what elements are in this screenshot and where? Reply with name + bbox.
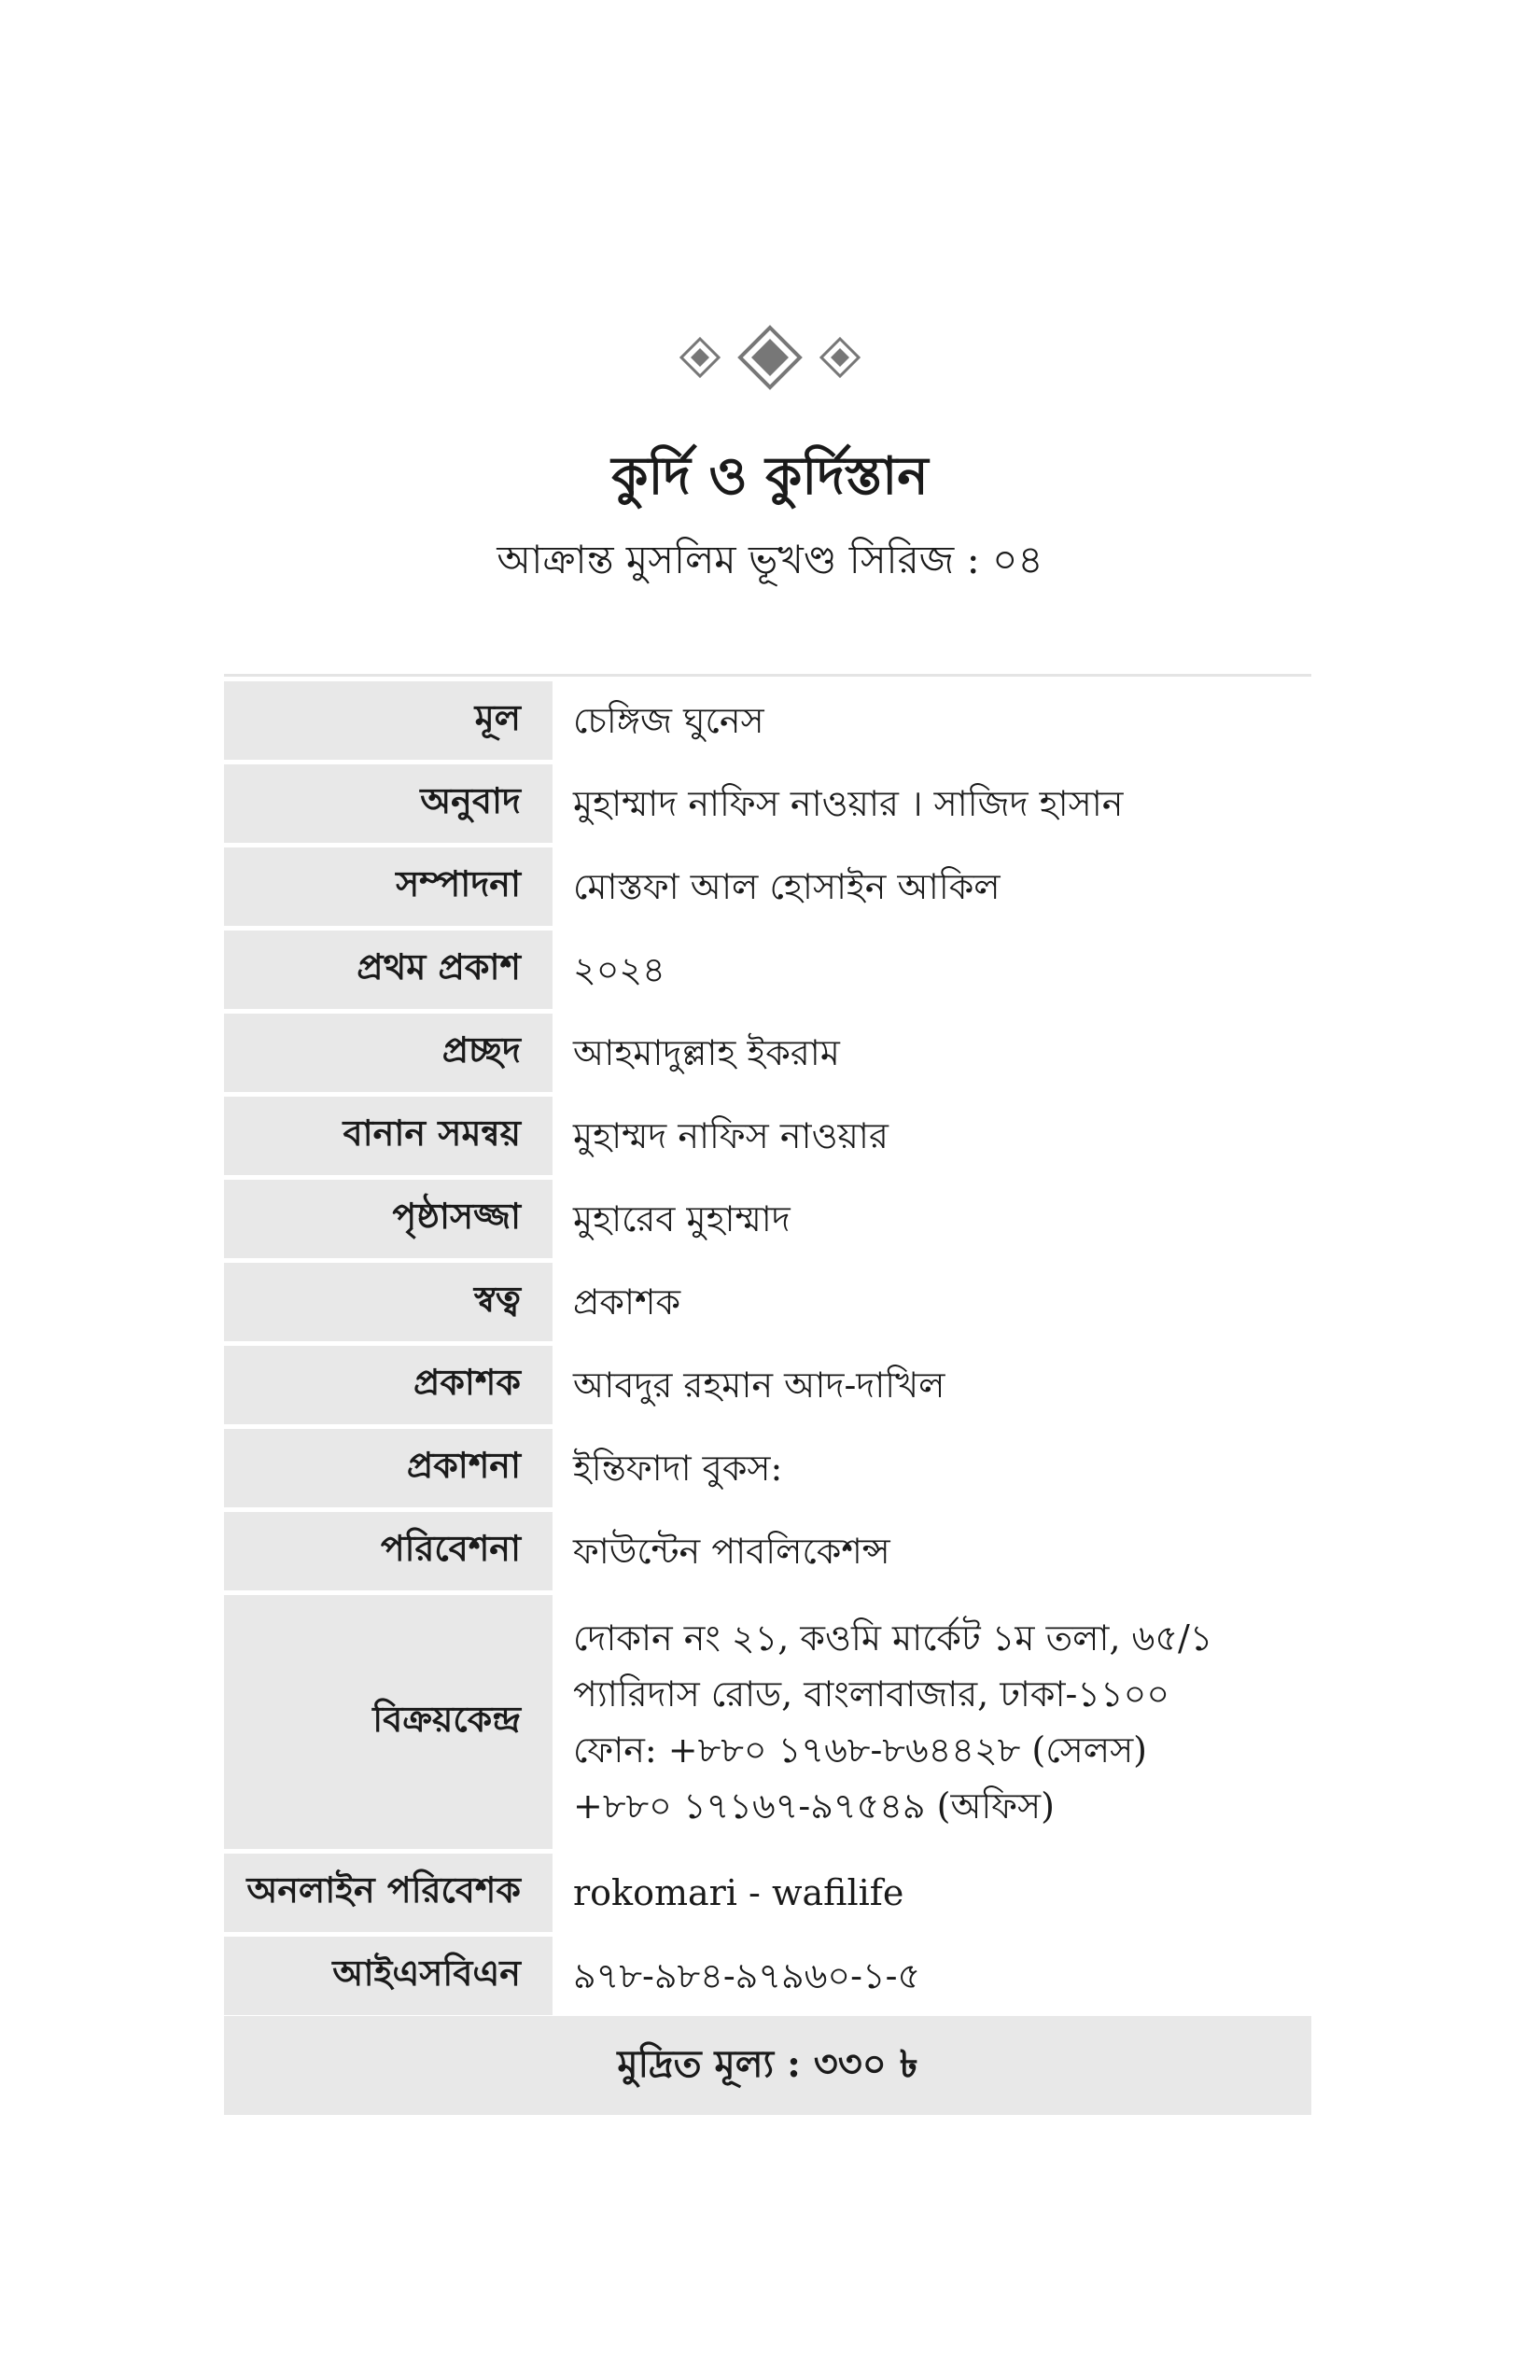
row-label: পরিবেশনা bbox=[224, 1512, 553, 1590]
table-row bbox=[224, 1512, 1311, 1590]
sales-center-address bbox=[553, 1595, 1311, 1849]
row-value: মুহাম্মাদ নাফিস নাওয়ার । সাজিদ হাসান bbox=[573, 783, 1124, 824]
table-row bbox=[224, 1429, 1311, 1507]
row-label: অনলাইন পরিবেশক bbox=[224, 1854, 553, 1932]
row-value: প্রকাশক bbox=[573, 1281, 681, 1323]
table-row bbox=[224, 1346, 1311, 1424]
row-label: প্রকাশক bbox=[224, 1346, 553, 1424]
row-value: ফাউন্টেন পাবলিকেশন্স bbox=[573, 1531, 890, 1572]
row-value: মুহারেব মুহাম্মাদ bbox=[573, 1198, 791, 1239]
small-diamond-icon bbox=[819, 337, 861, 378]
phone-line: +৮৮০ ১৭১৬৭-৯৭৫৪৯ (অফিস) bbox=[573, 1785, 1055, 1827]
table-row bbox=[224, 1937, 1311, 2015]
address-line: প্যারিদাস রোড, বাংলাবাজার, ঢাকা-১১০০ bbox=[573, 1673, 1170, 1715]
row-value: মোস্তফা আল হোসাইন আকিল bbox=[573, 866, 1001, 907]
row-value: rokomari - wafilife bbox=[573, 1872, 904, 1913]
table-row bbox=[224, 1854, 1311, 1932]
diamond-ornament bbox=[0, 325, 1540, 390]
row-label: প্রচ্ছদ bbox=[224, 1014, 553, 1092]
table-row bbox=[224, 847, 1311, 926]
row-value: চেঙ্গিজ ঘুনেস bbox=[573, 700, 764, 741]
book-title: কুর্দি ও কুর্দিস্তান bbox=[611, 445, 929, 507]
large-diamond-icon bbox=[737, 325, 803, 390]
row-value: আবদুর রহমান আদ-দাখিল bbox=[573, 1365, 945, 1406]
row-label: অনুবাদ bbox=[224, 764, 553, 843]
table-row bbox=[224, 764, 1311, 843]
printed-price bbox=[224, 2016, 1311, 2115]
table-row bbox=[224, 681, 1311, 760]
address-line: দোকান নং ২১, কওমি মার্কেট ১ম তলা, ৬৫/১ bbox=[573, 1617, 1213, 1659]
row-label: বানান সমন্বয় bbox=[224, 1097, 553, 1175]
phone-line: ফোন: +৮৮০ ১৭৬৮-৮৬৪৪২৮ (সেলস) bbox=[573, 1729, 1147, 1771]
row-value: আহমাদুল্লাহ ইকরাম bbox=[573, 1032, 840, 1073]
row-value: ইন্তিফাদা বুকস: bbox=[573, 1448, 783, 1489]
row-label: পৃষ্ঠাসজ্জা bbox=[224, 1180, 553, 1258]
small-diamond-icon bbox=[679, 337, 721, 378]
row-label: সম্পাদনা bbox=[224, 847, 553, 926]
table-row bbox=[224, 931, 1311, 1009]
table-row-sales-center bbox=[224, 1595, 1311, 1849]
row-label: আইএসবিএন bbox=[224, 1937, 553, 2015]
row-label: স্বত্ব bbox=[224, 1263, 553, 1341]
table-row bbox=[224, 1263, 1311, 1341]
row-value: ২০২৪ bbox=[573, 949, 665, 990]
book-series-subtitle: আক্রান্ত মুসলিম ভূখণ্ড সিরিজ : ০৪ bbox=[497, 537, 1043, 582]
table-row bbox=[224, 1097, 1311, 1175]
table-row bbox=[224, 1180, 1311, 1258]
row-label: প্রথম প্রকাশ bbox=[224, 931, 553, 1009]
imprint-table bbox=[224, 674, 1311, 2020]
row-label: মূল bbox=[224, 681, 553, 760]
row-label: প্রকাশনা bbox=[224, 1429, 553, 1507]
table-row bbox=[224, 1014, 1311, 1092]
row-value: মুহাম্মদ নাফিস নাওয়ার bbox=[573, 1115, 889, 1156]
price-text: মুদ্রিত মূল্য : ৩৩০ ৳ bbox=[617, 2041, 918, 2086]
row-label: বিক্রয়কেন্দ্র bbox=[224, 1595, 553, 1849]
isbn-value: ৯৭৮-৯৮৪-৯৭৯৬০-১-৫ bbox=[573, 1955, 921, 1996]
